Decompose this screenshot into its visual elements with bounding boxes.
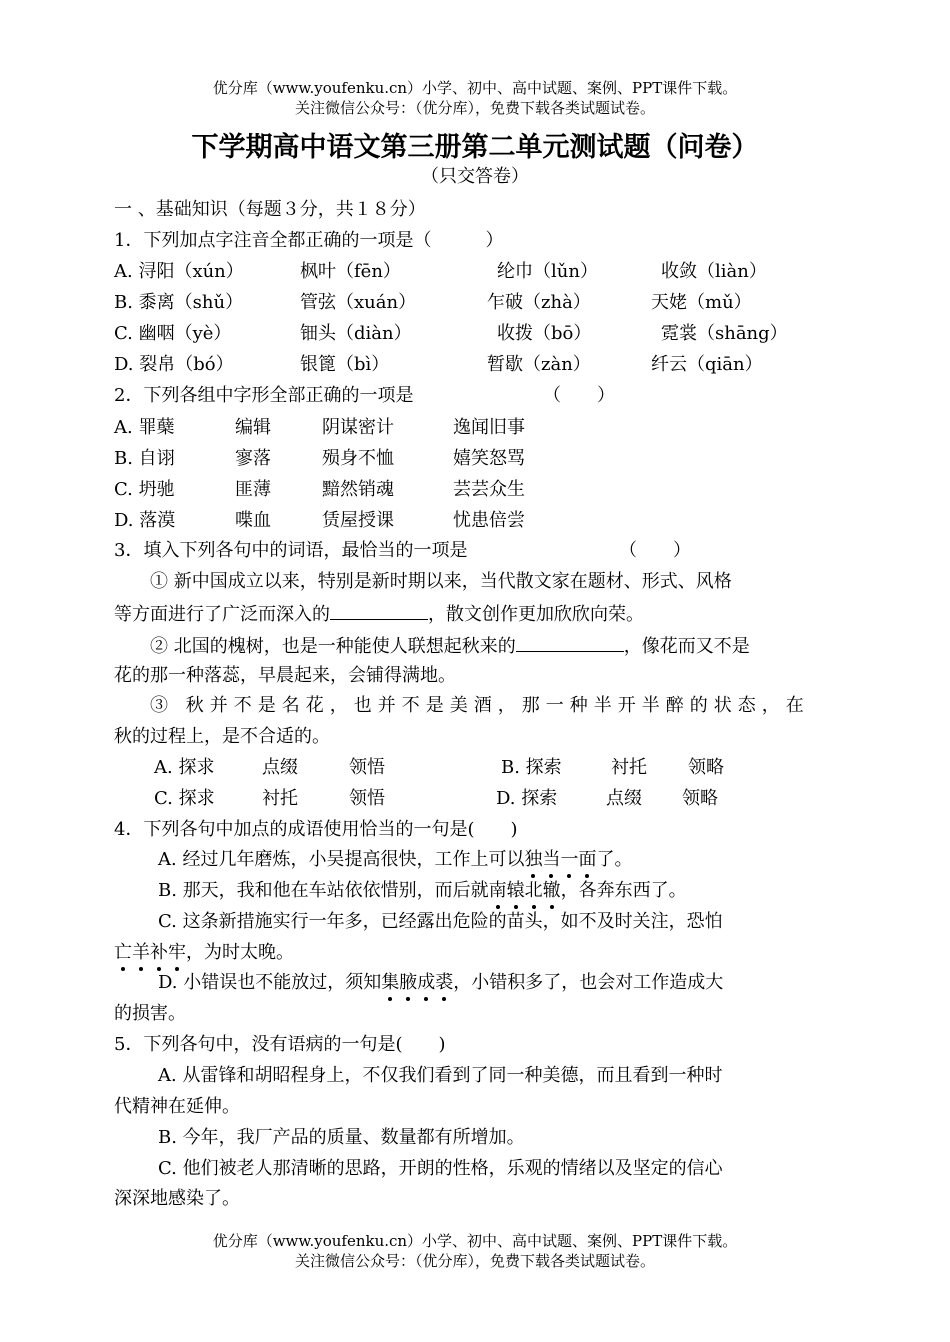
footer-line-2: 关注微信公众号：（优分库），免费下载各类试题试卷。 — [294, 1252, 655, 1270]
q4-option-b-text: B. 那天，我和他在车站依依惜别，而后就 — [158, 880, 489, 901]
q2-stem-text: 2．下列各组中字形全部正确的一项是 — [114, 385, 414, 406]
q5-option-b: B. 今年，我厂产品的质量、数量都有所增加。 — [158, 1127, 525, 1148]
header-line-2: 关注微信公众号：（优分库），免费下载各类试题试卷。 — [294, 99, 655, 117]
q1-option: 乍破（zhà） — [487, 292, 591, 313]
emphasis-char: 亡 — [114, 942, 132, 963]
emphasis-char: 辕 — [506, 880, 525, 901]
q5-stem: 5．下列各句中，没有语病的一句是( ) — [114, 1034, 446, 1055]
q2-option: 赁屋授课 — [322, 510, 394, 531]
q3-option: 领悟 — [349, 788, 385, 809]
q5-option-a-cont: 代精神在延伸。 — [114, 1096, 240, 1117]
q2-option: B. 自诩 — [114, 448, 175, 469]
q3-blank-1 — [330, 601, 428, 620]
q3-option: 领略 — [682, 788, 718, 809]
emphasis-char: 当 — [542, 849, 561, 870]
q2-option: 忧患倍尝 — [453, 510, 525, 531]
q3-option: 点缀 — [606, 788, 642, 809]
q2-option: 寥落 — [235, 448, 271, 469]
q2-option: 阴谋密计 — [322, 417, 394, 438]
q2-option: 嬉笑怒骂 — [453, 448, 525, 469]
header-line-1: 优分库（www.youfenku.cn）小学、初中、高中试题、案例、PPT课件下载。 — [212, 79, 738, 97]
section-heading: 一 、基础知识（每题３分，共１８分） — [114, 199, 426, 220]
footer-line-1: 优分库（www.youfenku.cn）小学、初中、高中试题、案例、PPT课件下载。 — [212, 1232, 738, 1250]
q1-option: 纶巾（lǔn） — [497, 261, 598, 282]
q1-option: 收敛（liàn） — [661, 261, 767, 282]
q1-option: 天姥（mǔ） — [651, 292, 752, 313]
q3-option: B. 探索 — [501, 757, 562, 778]
page-footer — [0, 1231, 950, 1271]
q2-option: C. 坍驰 — [114, 479, 175, 500]
q1-option: D. 裂帛（bó） — [114, 354, 234, 375]
q2-option: 芸芸众生 — [453, 479, 525, 500]
q2-option: 匪薄 — [235, 479, 271, 500]
q4-option-a-idiom — [524, 849, 596, 870]
q3-option: 衬托 — [611, 757, 647, 778]
q4-option-d — [158, 971, 723, 995]
emphasis-char: 辙 — [542, 880, 561, 901]
q4-option-d-tail: ，小错积多了，也会对工作造成大 — [453, 972, 724, 993]
q1-option: A. 浔阳（xún） — [114, 261, 244, 282]
q3-option: D. 探索 — [496, 788, 558, 809]
q4-option-d-idiom — [381, 972, 453, 993]
q3-sentence-3: ③ 秋并不是名花，也并不是美酒，那一种半开半醉的状态，在 — [150, 695, 810, 716]
emphasis-char: 裘 — [435, 972, 454, 993]
emphasis-char: 一 — [560, 849, 579, 870]
q3-sentence-2 — [150, 633, 750, 659]
emphasis-char: 南 — [488, 880, 507, 901]
q4-option-c-idiom — [114, 942, 186, 963]
q3-sentence-1-tail: ，散文创作更加欣欣向荣。 — [428, 604, 644, 625]
q1-option: B. 黍离（shǔ） — [114, 292, 244, 313]
q3-option: 领略 — [688, 757, 724, 778]
q4-option-b-tail: ，各奔东西了。 — [560, 880, 687, 901]
q1-option: 银篦（bì） — [300, 354, 390, 375]
q1-option: 管弦（xuán） — [300, 292, 417, 313]
page-subtitle: （只交答卷） — [421, 166, 529, 187]
q1-option: 纤云（qiān） — [651, 354, 763, 375]
q1-option: 枫叶（fēn） — [300, 261, 401, 282]
emphasis-char: 独 — [524, 849, 543, 870]
q5-option-c-cont: 深深地感染了。 — [114, 1188, 240, 1209]
q4-option-c-cont — [114, 941, 294, 965]
q3-sentence-2-tail: ，像花而又不是 — [623, 636, 750, 657]
q3-sentence-3-cont: 秋的过程上，是不合适的。 — [114, 726, 330, 747]
q3-sentence-1-text: 等方面进行了广泛而深入的 — [114, 604, 330, 625]
q1-stem: 1．下列加点字注音全都正确的一项是（ ） — [114, 230, 504, 251]
q4-stem: 4．下列各句中加点的成语使用恰当的一句是( ) — [114, 819, 518, 840]
emphasis-char: 面 — [578, 849, 597, 870]
emphasis-char: 集 — [381, 972, 400, 993]
q2-answer-paren: （ ） — [543, 385, 615, 406]
q1-option: 收拨（bō） — [497, 323, 592, 344]
q4-option-d-cont: 的损害。 — [114, 1003, 186, 1024]
q2-option: 编辑 — [235, 417, 271, 438]
q3-sentence-1-cont — [114, 601, 644, 627]
q4-option-a-text: A. 经过几年磨炼，小吴提高很快，工作上可以 — [158, 849, 525, 870]
q4-option-b — [158, 879, 687, 903]
q1-option: 霓裳（shāng） — [661, 323, 788, 344]
emphasis-char: 牢 — [168, 942, 186, 963]
q1-option: 钿头（diàn） — [300, 323, 412, 344]
q1-option: 暂歇（zàn） — [487, 354, 591, 375]
page-header — [0, 78, 950, 118]
q2-option: D. 落漠 — [114, 510, 176, 531]
emphasis-char: 北 — [524, 880, 543, 901]
emphasis-char: 成 — [417, 972, 436, 993]
q2-option: 黯然销魂 — [322, 479, 394, 500]
q3-option: 衬托 — [262, 788, 298, 809]
emphasis-char: 补 — [150, 942, 168, 963]
q3-answer-paren: （ ） — [619, 540, 691, 561]
q4-option-a-tail: 了。 — [596, 849, 633, 870]
q3-option: C. 探求 — [154, 788, 215, 809]
q2-option: 逸闻旧事 — [453, 417, 525, 438]
q1-option: C. 幽咽（yè） — [114, 323, 232, 344]
q5-option-a: A. 从雷锋和胡昭程身上，不仅我们看到了同一种美德，而且看到一种时 — [158, 1065, 723, 1086]
q3-sentence-2-text: ② 北国的槐树，也是一种能使人联想起秋来的 — [150, 636, 516, 657]
q3-option: 领悟 — [349, 757, 385, 778]
q3-sentence-2-cont: 花的那一种落蕊，早晨起来，会铺得满地。 — [114, 665, 456, 686]
q4-option-b-idiom — [489, 880, 561, 901]
q2-option: 喋血 — [235, 510, 271, 531]
q4-option-c: C. 这条新措施实行一年多，已经露出危险的苗头，如不及时关注，恐怕 — [158, 911, 723, 932]
q3-option: A. 探求 — [154, 757, 215, 778]
q5-option-c: C. 他们被老人那清晰的思路，开朗的性格，乐观的情绪以及坚定的信心 — [158, 1158, 723, 1179]
q2-option: 殒身不恤 — [322, 448, 394, 469]
emphasis-char: 腋 — [399, 972, 418, 993]
q3-stem: 3．填入下列各句中的词语，最恰当的一项是 — [114, 540, 468, 561]
q4-option-a — [158, 848, 632, 872]
q3-option: 点缀 — [262, 757, 298, 778]
q4-option-c-tail: ，为时太晚。 — [186, 942, 294, 963]
emphasis-char: 羊 — [132, 942, 150, 963]
q2-option: A. 罪蘖 — [114, 417, 175, 438]
page-title: 下学期高中语文第三册第二单元测试题（问卷） — [191, 132, 759, 163]
q3-blank-2 — [516, 633, 624, 652]
q3-sentence-1: ① 新中国成立以来，特别是新时期以来，当代散文家在题材、形式、风格 — [150, 571, 732, 592]
q4-option-d-text: D. 小错误也不能放过，须知 — [158, 972, 382, 993]
q2-stem — [114, 384, 413, 408]
